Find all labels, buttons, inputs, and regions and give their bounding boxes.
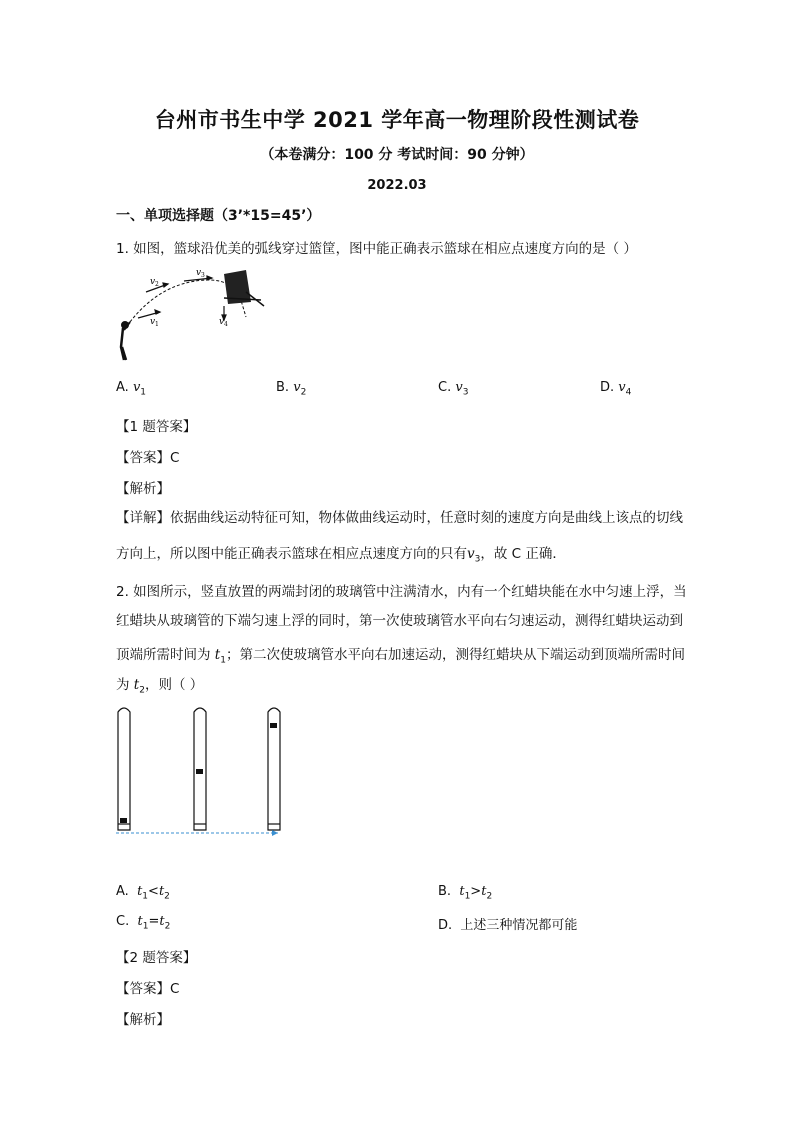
q1-option-c[interactable]: C. $v_3$ <box>438 380 469 398</box>
wax-block-2 <box>196 769 203 774</box>
svg-text:2: 2 <box>155 281 159 288</box>
svg-text:1: 1 <box>155 321 159 328</box>
q2-answer: 【答案】C <box>116 981 180 997</box>
q2-line3: 顶端所需时间为 $t_1$；第二次使玻璃管水平向右加速运动，测得红蜡块从下端运动到顶端所需时间 <box>116 647 685 666</box>
q2-option-c[interactable]: C. $t_1=t_2$ <box>116 914 171 932</box>
q2-option-b[interactable]: B. $t_1>t_2$ <box>438 884 493 902</box>
q1-analysis: 【解析】 <box>116 481 170 497</box>
v4-label: v <box>219 317 225 327</box>
page-title: 台州市书生中学 2021 学年高一物理阶段性测试卷 <box>154 108 640 132</box>
q1-detail-line2: 方向上，所以图中能正确表示篮球在相应点速度方向的只有$v_3$，故 C 正确． <box>116 546 566 565</box>
q1-option-d[interactable]: D. $v_4$ <box>600 380 632 398</box>
player-figure <box>121 322 130 361</box>
q1-detail-line1: 【详解】依据曲线运动特征可知，物体做曲线运动时，任意时刻的速度方向是曲线上该点的切线 <box>116 510 683 526</box>
v3-label: v <box>196 268 202 278</box>
q2-answer-heading: 【2 题答案】 <box>116 950 197 966</box>
hoop-figure <box>224 270 264 306</box>
q2-option-a[interactable]: A. $t_1<t_2$ <box>116 884 170 902</box>
q2-glass-tube-figure <box>112 702 287 842</box>
q2-line2: 红蜡块从玻璃管的下端匀速上浮的同时，第一次使玻璃管水平向右匀速运动，测得红蜡块运动到 <box>116 613 683 629</box>
q1-option-a[interactable]: A. $v_1$ <box>116 380 147 398</box>
q2-option-d[interactable]: D. 上述三种情况都可能 <box>438 918 578 933</box>
q2-line1: 2. 如图所示，竖直放置的两端封闭的玻璃管中注满清水，内有一个红蜡块能在水中匀速上浮，当 <box>116 584 687 600</box>
q1-answer: 【答案】C <box>116 450 180 466</box>
v1-label: v <box>150 317 156 327</box>
exam-info: （本卷满分：100 分 考试时间：90 分钟） <box>260 147 534 163</box>
q2-analysis: 【解析】 <box>116 1012 170 1028</box>
q1-answer-heading: 【1 题答案】 <box>116 419 197 435</box>
section-heading: 一、单项选择题（3’*15=45’） <box>116 208 321 224</box>
v2-label: v <box>150 277 156 287</box>
q2-line4: 为 $t_2$，则（ ） <box>116 677 204 696</box>
wax-block-1 <box>120 818 127 823</box>
q1-basketball-figure <box>116 262 276 364</box>
exam-date: 2022.03 <box>367 178 427 193</box>
svg-text:3: 3 <box>201 272 205 279</box>
q1-option-b[interactable]: B. $v_2$ <box>276 380 307 398</box>
q1-stem: 1. 如图，篮球沿优美的弧线穿过篮筐，图中能正确表示篮球在相应点速度方向的是（ ） <box>116 241 637 257</box>
wax-block-3 <box>270 723 277 728</box>
svg-text:4: 4 <box>224 321 228 328</box>
